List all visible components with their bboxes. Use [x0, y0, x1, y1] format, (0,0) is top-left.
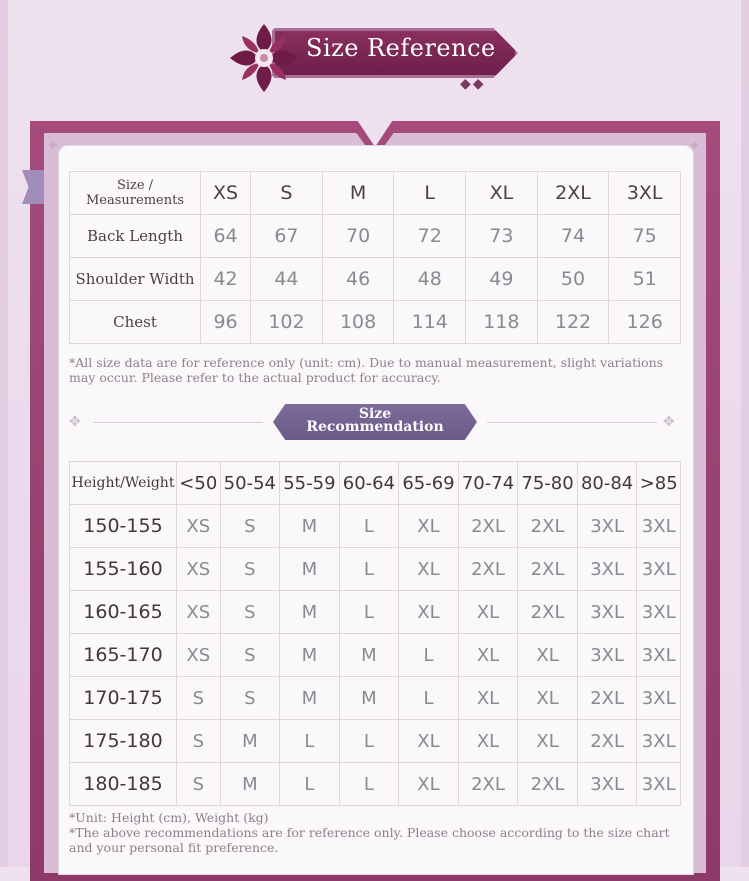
weight-header: 75-80: [518, 462, 578, 505]
weight-header: 60-64: [339, 462, 399, 505]
flower-emblem-icon: [220, 18, 306, 98]
title-banner: [220, 18, 532, 98]
page-title: Size Reference: [306, 34, 496, 62]
table-cell: 96: [201, 301, 251, 344]
table-corner-label: Size / Measurements: [70, 172, 201, 215]
table-row: [70, 258, 681, 301]
table-cell: M: [280, 505, 340, 548]
table-cell: 2XL: [458, 763, 518, 806]
size-header: L: [394, 172, 466, 215]
table-cell: M: [339, 677, 399, 720]
weight-header: 50-54: [220, 462, 280, 505]
table-row: [70, 634, 681, 677]
note-line-2: *The above recommendations are for reference only. Please choose according to the size chart and your personal fit preference.: [69, 825, 670, 855]
table-cell: 3XL: [637, 591, 681, 634]
table-cell: S: [220, 591, 280, 634]
table-cell: 118: [466, 301, 538, 344]
table-cell: 102: [251, 301, 323, 344]
table-cell: M: [220, 720, 280, 763]
table-cell: 3XL: [637, 677, 681, 720]
table-row: [70, 548, 681, 591]
table-cell: 2XL: [458, 505, 518, 548]
table-cell: 3XL: [577, 763, 637, 806]
table-cell: 74: [537, 215, 609, 258]
table-cell: M: [280, 548, 340, 591]
table-header-row: [70, 462, 681, 505]
table-cell: 2XL: [577, 677, 637, 720]
table-cell: XL: [518, 720, 578, 763]
table-cell: M: [339, 634, 399, 677]
table-cell: 64: [201, 215, 251, 258]
table-cell: 2XL: [577, 720, 637, 763]
table-cell: 2XL: [518, 591, 578, 634]
table-row: [70, 677, 681, 720]
row-label: Back Length: [70, 215, 201, 258]
table-cell: 3XL: [577, 634, 637, 677]
weight-header: 80-84: [577, 462, 637, 505]
table-cell: XS: [177, 505, 221, 548]
table-cell: XS: [177, 634, 221, 677]
recommendation-note: [69, 810, 689, 855]
table-cell: 3XL: [577, 591, 637, 634]
table-cell: 44: [251, 258, 323, 301]
table-cell: 108: [322, 301, 394, 344]
table-cell: 46: [322, 258, 394, 301]
table-cell: XL: [399, 591, 459, 634]
row-label: Chest: [70, 301, 201, 344]
table-cell: XS: [177, 591, 221, 634]
table-cell: XL: [399, 720, 459, 763]
left-edge: [0, 0, 8, 867]
table-cell: XL: [399, 505, 459, 548]
size-header: 3XL: [609, 172, 681, 215]
corner-sparkle-icon: ✦: [688, 136, 702, 155]
right-edge: [741, 0, 749, 867]
weight-header: <50: [177, 462, 221, 505]
table-cell: XL: [458, 720, 518, 763]
table-cell: XL: [518, 634, 578, 677]
table-cell: XL: [399, 548, 459, 591]
table-cell: XL: [518, 677, 578, 720]
weight-header: 65-69: [399, 462, 459, 505]
table-cell: M: [280, 591, 340, 634]
recommendation-heading: [273, 408, 477, 434]
table-cell: XL: [458, 591, 518, 634]
row-label: 170-175: [70, 677, 177, 720]
ornament-icon: ✥: [663, 414, 675, 430]
divider-line: [487, 422, 657, 423]
table-cell: 126: [609, 301, 681, 344]
row-label: 180-185: [70, 763, 177, 806]
side-tab: [22, 170, 44, 204]
row-label: 155-160: [70, 548, 177, 591]
table-cell: 2XL: [518, 763, 578, 806]
table-cell: 3XL: [577, 505, 637, 548]
table-header-row: [70, 172, 681, 215]
table-cell: M: [280, 634, 340, 677]
table-cell: 67: [251, 215, 323, 258]
table-cell: S: [177, 677, 221, 720]
table-cell: 73: [466, 215, 538, 258]
table-cell: 42: [201, 258, 251, 301]
table-cell: L: [339, 763, 399, 806]
size-header: S: [251, 172, 323, 215]
table-cell: M: [280, 677, 340, 720]
table-cell: L: [339, 548, 399, 591]
weight-header: 55-59: [280, 462, 340, 505]
size-chart-note: *All size data are for reference only (unit: cm). Due to manual measurement, slight variations may occur. Please refer to the actual product for accuracy.: [69, 355, 664, 385]
table-cell: L: [339, 591, 399, 634]
table-cell: 50: [537, 258, 609, 301]
table-row: [70, 720, 681, 763]
table-cell: 3XL: [637, 634, 681, 677]
table-cell: 48: [394, 258, 466, 301]
table-cell: L: [399, 634, 459, 677]
row-label: 175-180: [70, 720, 177, 763]
table-cell: 2XL: [518, 505, 578, 548]
table-cell: S: [220, 505, 280, 548]
table-cell: 51: [609, 258, 681, 301]
row-label: 150-155: [70, 505, 177, 548]
weight-header: 70-74: [458, 462, 518, 505]
table-cell: S: [177, 763, 221, 806]
table-row: [70, 215, 681, 258]
table-cell: 3XL: [637, 548, 681, 591]
table-cell: 2XL: [518, 548, 578, 591]
recommendation-table: [69, 461, 681, 806]
table-cell: S: [177, 720, 221, 763]
divider-line: [93, 422, 263, 423]
table-cell: 3XL: [577, 548, 637, 591]
corner-sparkle-icon: ✦: [46, 136, 60, 155]
row-label: 165-170: [70, 634, 177, 677]
size-header: M: [322, 172, 394, 215]
table-cell: 2XL: [458, 548, 518, 591]
table-cell: L: [280, 720, 340, 763]
banner-dots: ◆◆: [460, 76, 486, 92]
ornament-icon: ✥: [69, 414, 81, 430]
table-cell: XS: [177, 548, 221, 591]
table-row: [70, 763, 681, 806]
table-cell: XL: [458, 677, 518, 720]
row-label: Shoulder Width: [70, 258, 201, 301]
weight-header: >85: [637, 462, 681, 505]
table-cell: XL: [399, 763, 459, 806]
table-cell: S: [220, 548, 280, 591]
table-cell: 114: [394, 301, 466, 344]
table-cell: 3XL: [637, 720, 681, 763]
table-cell: L: [399, 677, 459, 720]
table-cell: S: [220, 634, 280, 677]
heading-line-2: Recommendation: [306, 419, 444, 435]
table-row: [70, 505, 681, 548]
table-cell: S: [220, 677, 280, 720]
size-header: XS: [201, 172, 251, 215]
table-cell: L: [339, 720, 399, 763]
size-header: 2XL: [537, 172, 609, 215]
table-row: [70, 301, 681, 344]
row-label: 160-165: [70, 591, 177, 634]
heading-line-1: Size: [358, 406, 392, 422]
section-divider: [69, 402, 681, 442]
table-cell: XL: [458, 634, 518, 677]
size-header: XL: [466, 172, 538, 215]
table-cell: L: [280, 763, 340, 806]
table-cell: 75: [609, 215, 681, 258]
note-line-1: *Unit: Height (cm), Weight (kg): [69, 810, 269, 825]
table-row: [70, 591, 681, 634]
table-cell: 3XL: [637, 505, 681, 548]
table-cell: L: [339, 505, 399, 548]
table-cell: 3XL: [637, 763, 681, 806]
table-cell: 70: [322, 215, 394, 258]
table-cell: 49: [466, 258, 538, 301]
table-cell: M: [220, 763, 280, 806]
table-corner-label: Height/Weight: [70, 462, 177, 505]
table-cell: 122: [537, 301, 609, 344]
table-cell: 72: [394, 215, 466, 258]
size-chart-table: [69, 171, 681, 344]
